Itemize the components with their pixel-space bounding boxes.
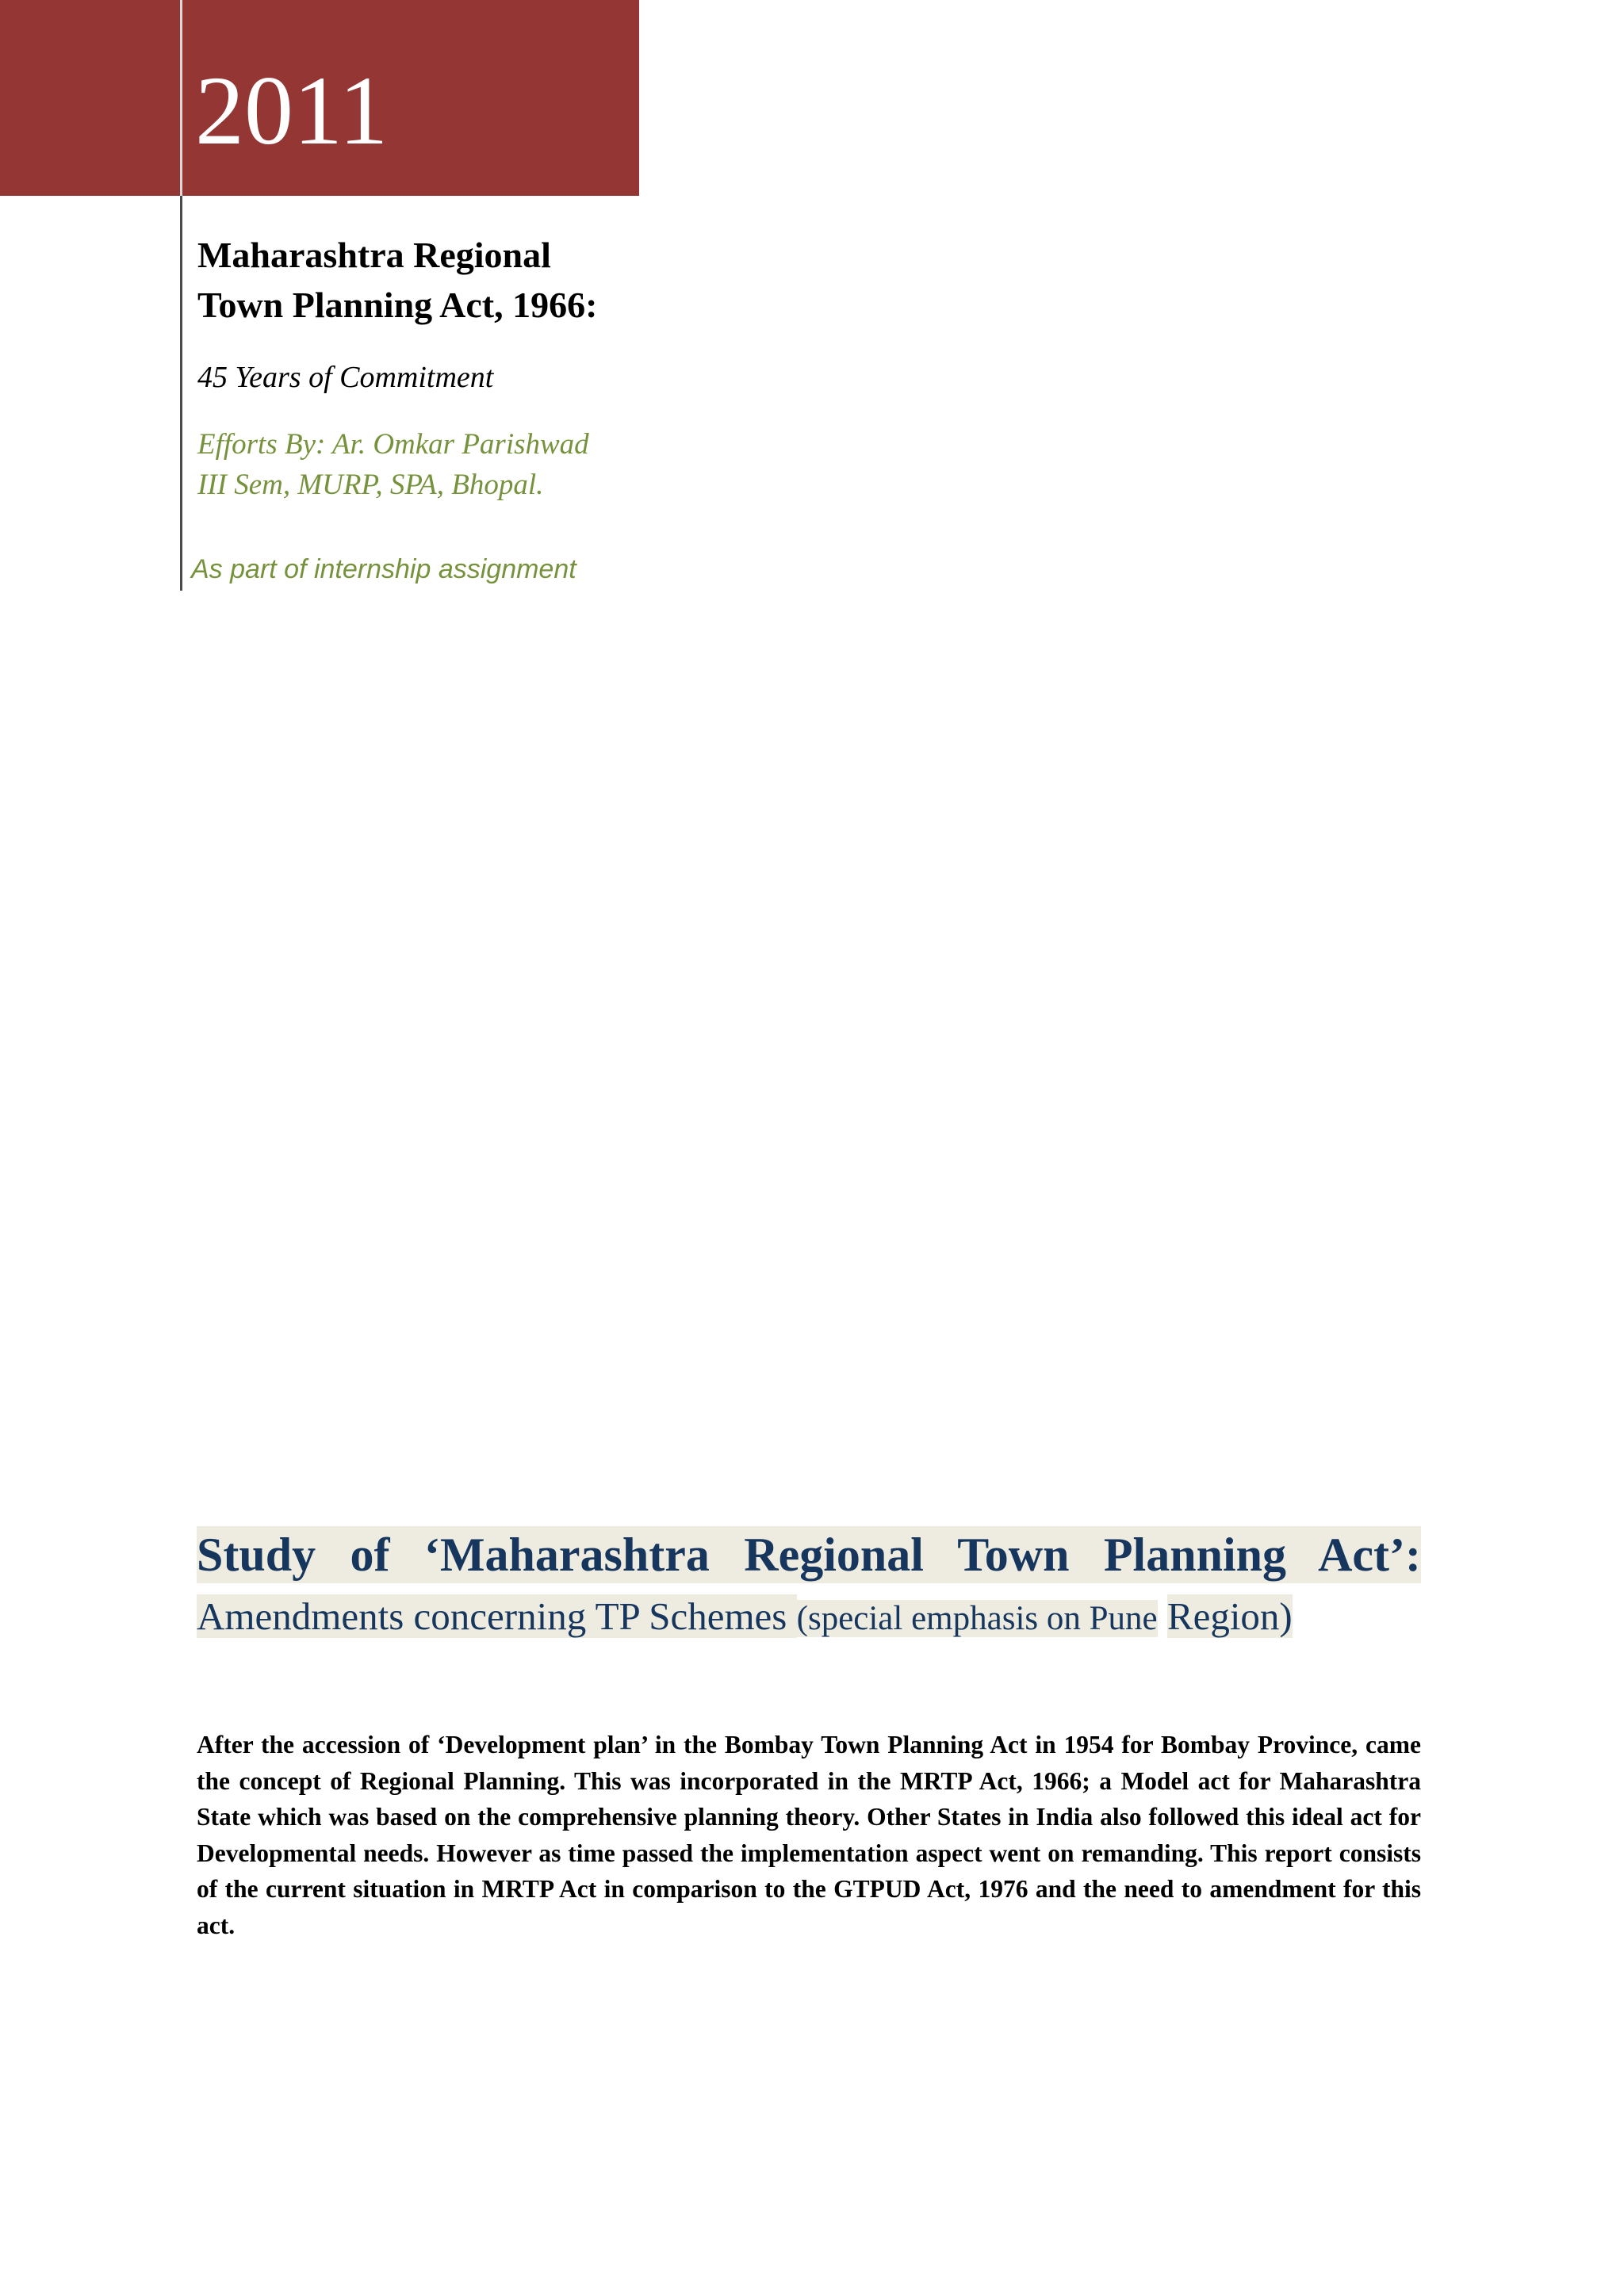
cover-author	[197, 424, 589, 505]
study-subheading-part2: (special emphasis on Pune	[796, 1600, 1158, 1637]
cover-title	[197, 230, 673, 330]
cover-year: 2011	[195, 56, 389, 165]
vertical-rule-top	[180, 0, 182, 196]
study-subheading	[197, 1590, 1421, 1646]
study-block	[197, 1526, 1421, 1646]
study-heading: Study of ‘Maharashtra Regional Town Planning Act’:	[197, 1526, 1421, 1583]
study-subheading-part3: Region)	[1166, 1594, 1293, 1638]
cover-subtitle: 45 Years of Commitment	[197, 361, 494, 394]
cover-title-line1: Maharashtra Regional	[197, 235, 551, 275]
author-line1: Efforts By: Ar. Omkar Parishwad	[197, 428, 589, 461]
author-line2: III Sem, MURP, SPA, Bhopal.	[197, 469, 544, 501]
study-subheading-part1: Amendments concerning TP Schemes	[197, 1594, 797, 1638]
cover-note: As part of internship assignment	[191, 554, 576, 584]
abstract-paragraph: After the accession of ‘Development plan’ in the Bombay Town Planning Act in 1954 for Bombay Province, came the concept of Regional Planning. This was incorporated in the MRTP Act, 1966; a Model act for Maharashtra State which was based on the comprehensive planning theory. Other States in India also followed this ideal act for Developmental needs. However as time passed the implementation aspect went on remanding. This report consists of the current situation in MRTP Act in comparison to the GTPUD Act, 1976 and the need to amendment for this act.	[197, 1731, 1421, 1939]
cover-title-line2: Town Planning Act, 1966:	[197, 285, 598, 325]
